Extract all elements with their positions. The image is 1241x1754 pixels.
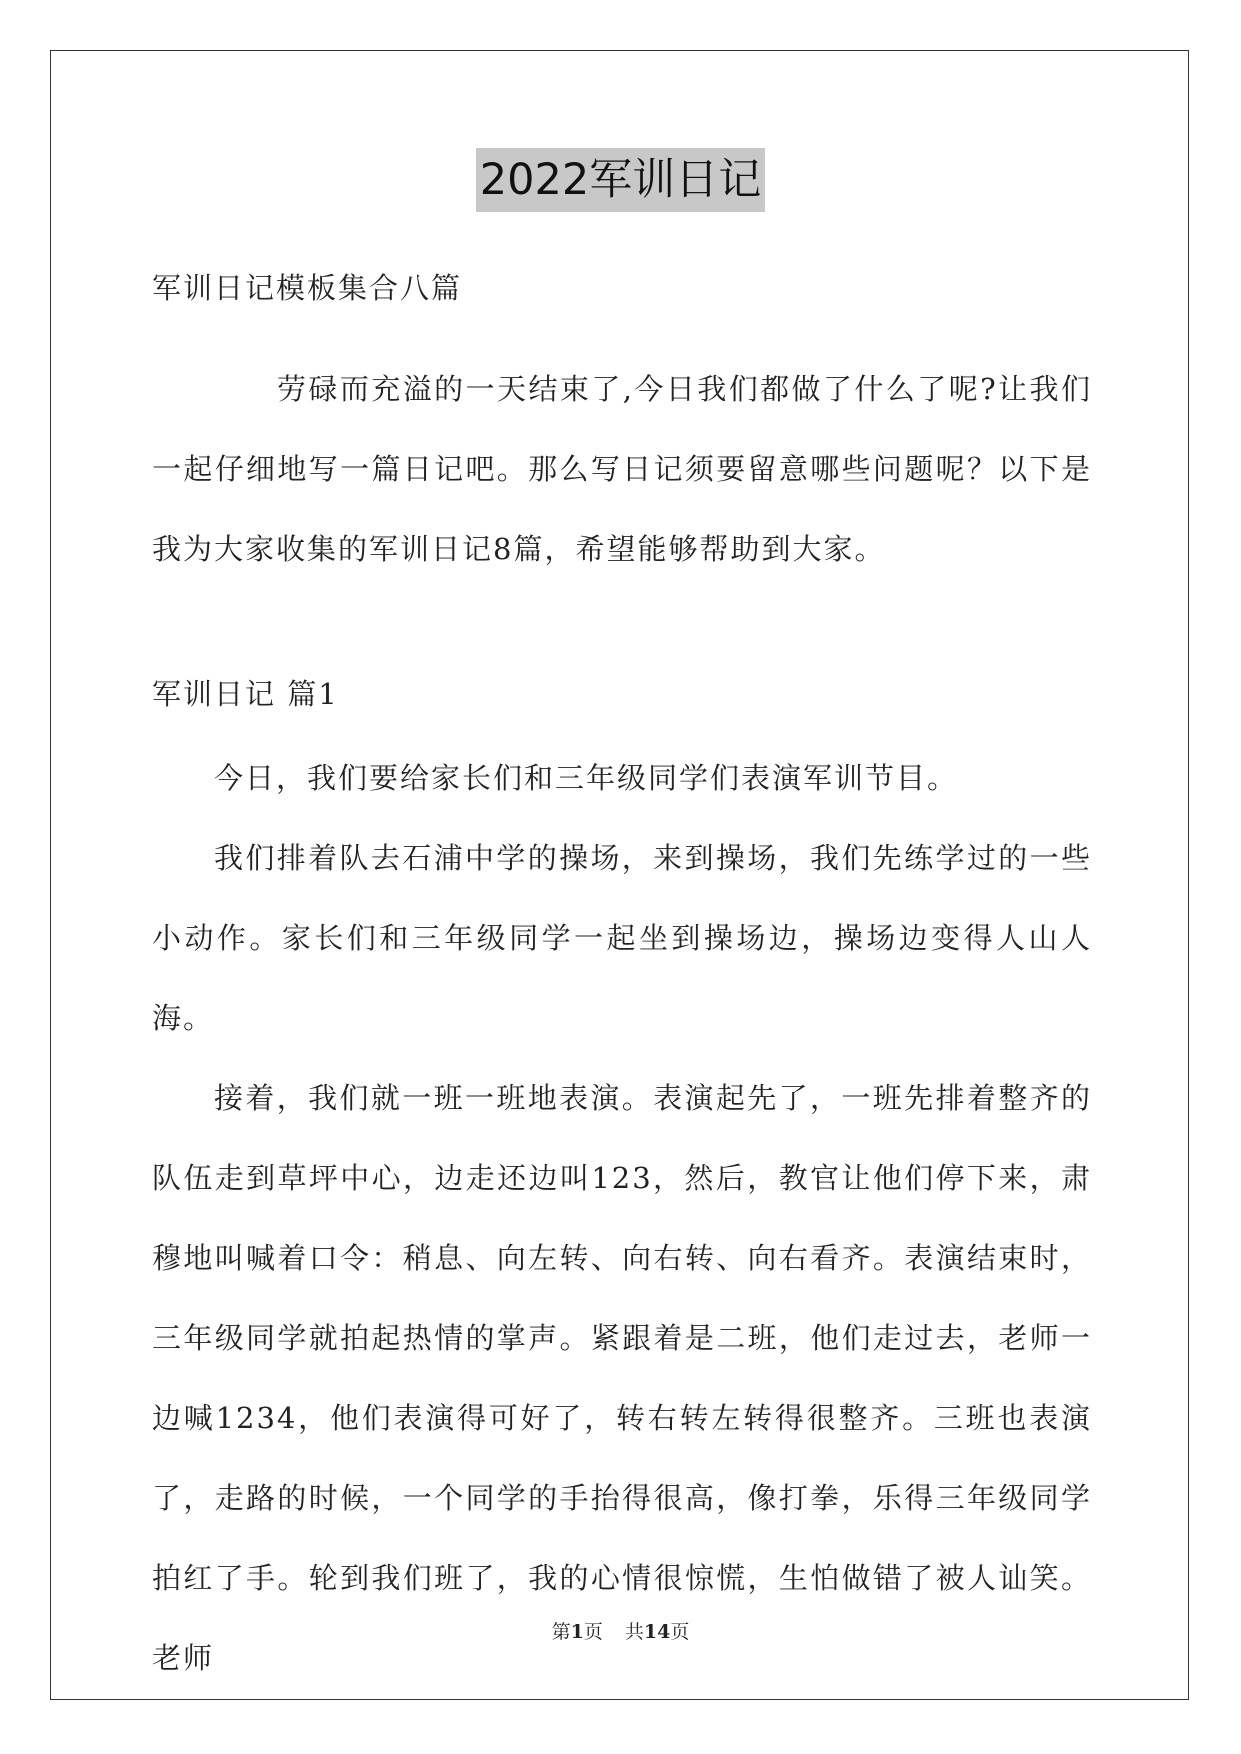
page-prefix: 第 — [551, 1621, 571, 1643]
body-paragraph: 今日，我们要给家长们和三年级同学们表演军训节目。 — [214, 761, 959, 795]
document-title: 2022军训日记 — [476, 148, 765, 212]
intro-paragraph: 劳碌而充溢的一天结束了,今日我们都做了什么了呢?让我们一起仔细地写一篇日记吧。那么写日记须要留意哪些问题呢？以下是我为大家收集的军训日记8篇，希望能够帮助到大家。 — [152, 372, 1092, 566]
body-paragraph: 接着，我们就一班一班地表演。表演起先了，一班先排着整齐的队伍走到草坪中心，边走还边叫123，然后，教官让他们停下来，肃穆地叫喊着口令：稍息、向左转、向右转、向右看齐。表演结束时，三年级同学就拍起热情的掌声。紧跟着是二班，他们走过去，老师一边喊1234，他们表演得可好了，转右转左转得很整齐。三班也表演了，走路的时候，一个同学的手抬得很高，像打拳，乐得三年级同学拍红了手。轮到我们班了，我的心情很惊慌，生怕做错了被人讪笑。老师 — [152, 1081, 1092, 1675]
article-body — [152, 738, 1092, 1698]
title-container — [0, 148, 1241, 212]
document-subtitle: 军训日记模板集合八篇 — [152, 271, 463, 305]
page-suffix: 页 — [583, 1621, 603, 1643]
body-paragraph: 我们排着队去石浦中学的操场，来到操场，我们先练学过的一些小动作。家长们和三年级同学一起坐到操场边，操场边变得人山人海。 — [152, 841, 1092, 1035]
total-prefix: 共 — [624, 1621, 644, 1643]
section-heading: 军训日记 篇1 — [152, 677, 339, 711]
total-suffix: 页 — [670, 1621, 690, 1643]
page-footer — [0, 1620, 1241, 1644]
page-total: 14 — [643, 1621, 671, 1643]
page-current: 1 — [570, 1621, 584, 1643]
